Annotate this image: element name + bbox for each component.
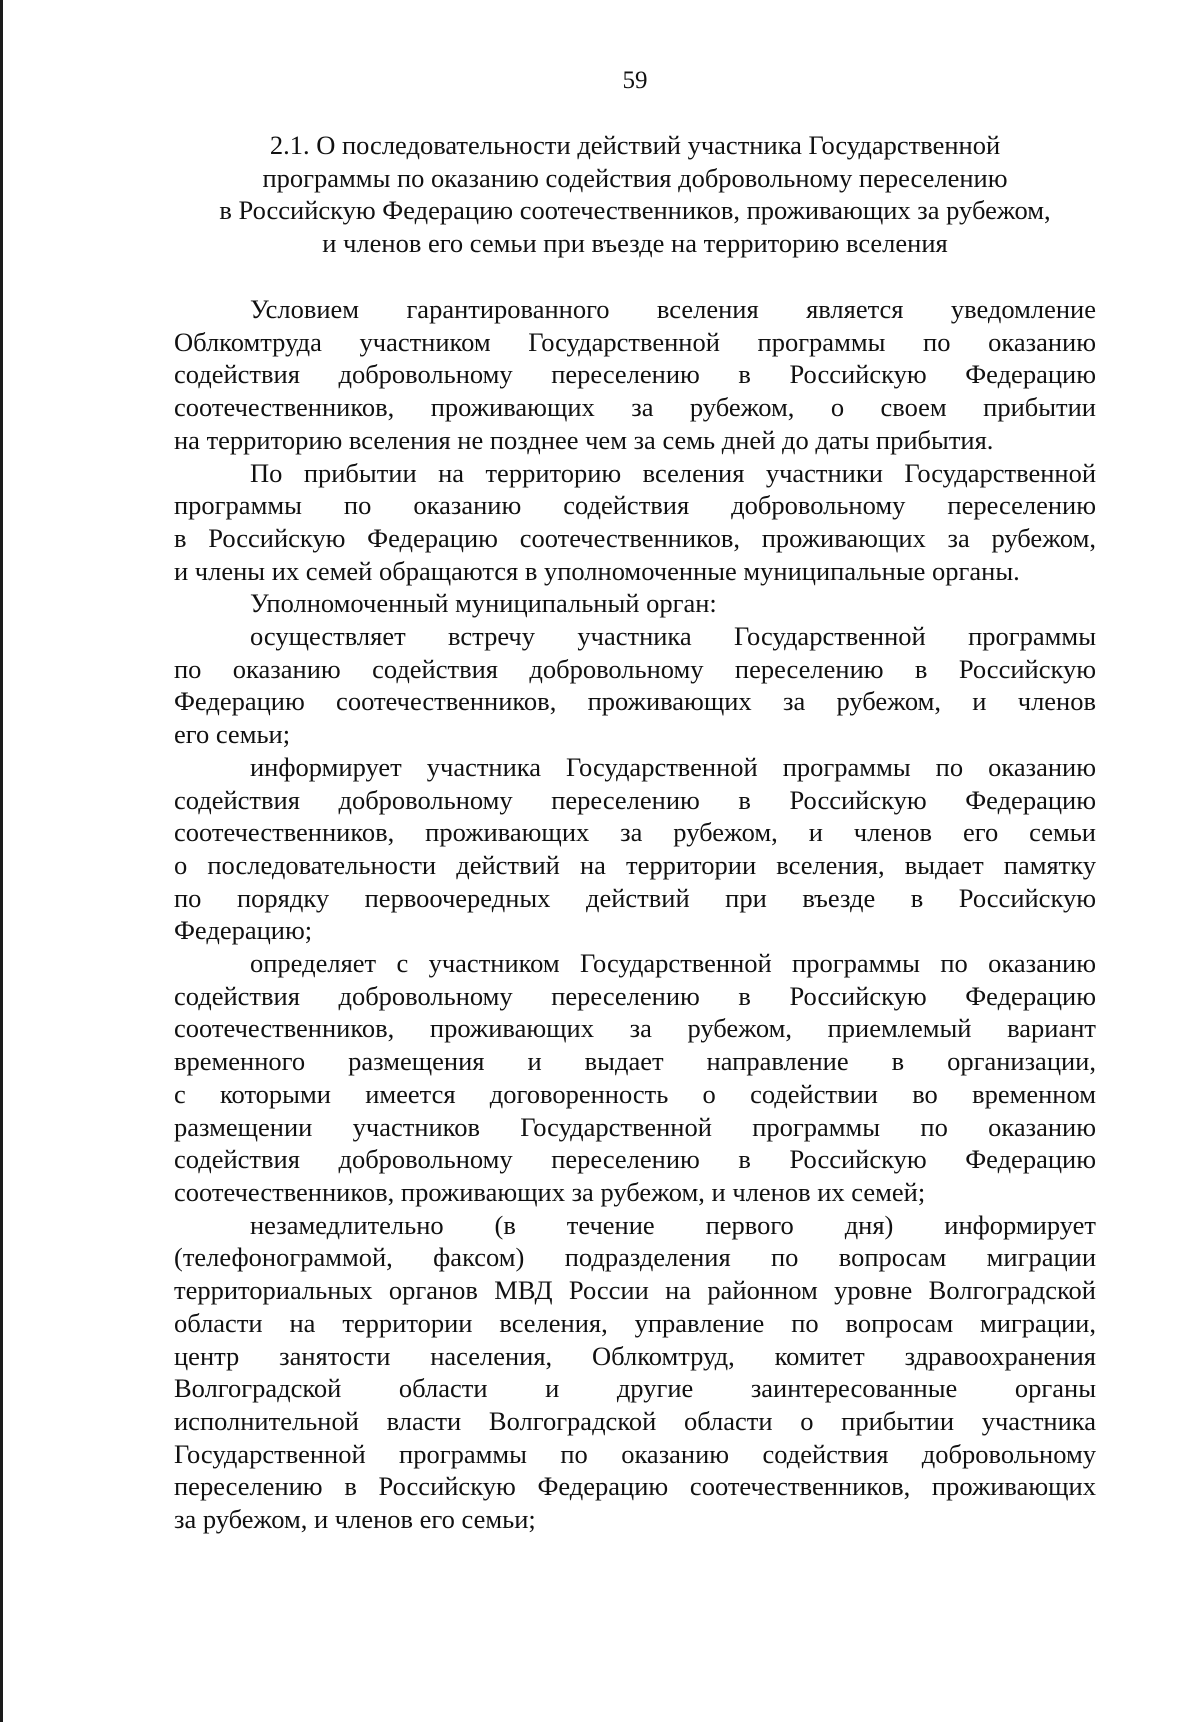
paragraph-notify-agencies: [174, 1209, 1096, 1536]
text-line: Волгоградской области и другие заинтересованные органы: [174, 1373, 1096, 1404]
text-line: соотечественников, проживающих за рубежом, и членов его семьи: [174, 817, 1096, 848]
text-line: определяет с участником Государственной программы по оказанию: [250, 948, 1096, 979]
heading-line: и членов его семьи при въезде на территорию вселения: [322, 227, 948, 258]
text-line: содействия добровольному переселению в Российскую Федерацию: [174, 784, 1096, 815]
text-line: территориальных органов МВД России на районном уровне Волгоградской: [174, 1275, 1096, 1306]
section-heading: [174, 129, 1096, 259]
text-line: содействия добровольному переселению в Российскую Федерацию: [174, 359, 1096, 390]
text-line: Федерацию;: [174, 915, 313, 946]
text-line: размещении участников Государственной программы по оказанию: [174, 1111, 1096, 1142]
text-line: содействия добровольному переселению в Российскую Федерацию: [174, 980, 1096, 1011]
paragraph-arrival: [174, 457, 1096, 588]
text-line: Государственной программы по оказанию содействия добровольному: [174, 1438, 1096, 1469]
text-line: о последовательности действий на территории вселения, выдает памятку: [174, 849, 1096, 880]
text-line: незамедлительно (в течение первого дня) информирует: [250, 1209, 1096, 1240]
body-text: [174, 293, 1096, 1536]
text-line: его семьи;: [174, 719, 291, 750]
text-line: области на территории вселения, управление по вопросам миграции,: [174, 1307, 1096, 1338]
text-line: центр занятости населения, Облкомтруд, комитет здравоохранения: [174, 1340, 1096, 1371]
text-line: соотечественников, проживающих за рубежом, о своем прибытии: [174, 392, 1096, 423]
text-line: Федерацию соотечественников, проживающих за рубежом, и членов: [174, 686, 1096, 717]
heading-line: 2.1. О последовательности действий участника Государственной: [269, 130, 1001, 160]
text-line: соотечественников, проживающих за рубежом, и членов их семей;: [174, 1176, 926, 1207]
text-line: соотечественников, проживающих за рубежом, приемлемый вариант: [174, 1013, 1096, 1044]
text-line: исполнительной власти Волгоградской области о прибытии участника: [174, 1405, 1096, 1436]
text-line: на территорию вселения не позднее чем за семь дней до даты прибытия.: [174, 424, 994, 455]
scan-edge-line: [0, 0, 3, 1722]
text-line: информирует участника Государственной программы по оказанию: [250, 751, 1096, 782]
text-line: Облкомтруда участником Государственной программы по оказанию: [174, 326, 1096, 357]
text-line: по оказанию содействия добровольному переселению в Российскую: [174, 653, 1096, 684]
text-line: в Российскую Федерацию соотечественников, проживающих за рубежом,: [174, 522, 1096, 553]
text-line: переселению в Российскую Федерацию соотечественников, проживающих: [174, 1471, 1096, 1502]
text-line: По прибытии на территорию вселения участники Государственной: [250, 457, 1096, 488]
text-line: содействия добровольному переселению в Российскую Федерацию: [174, 1144, 1096, 1175]
text-line: и члены их семей обращаются в уполномоченные муниципальные органы.: [174, 555, 1020, 586]
page-number: 59: [622, 67, 648, 94]
text-line: временного размещения и выдает направление в организации,: [174, 1046, 1096, 1077]
heading-line: программы по оказанию содействия добровольному переселению: [262, 162, 1008, 193]
paragraph-notification-condition: [174, 293, 1096, 457]
paragraph-meeting: [174, 620, 1096, 751]
heading-line: в Российскую Федерацию соотечественников, проживающих за рубежом,: [219, 195, 1051, 225]
text-line: Уполномоченный муниципальный орган:: [250, 588, 717, 619]
paragraph-accommodation: [174, 947, 1096, 1209]
text-line: осуществляет встречу участника Государственной программы: [250, 621, 1096, 652]
text-line: по порядку первоочередных действий при въезде в Российскую: [174, 882, 1096, 913]
text-line: Условием гарантированного вселения является уведомление: [250, 294, 1096, 324]
paragraph-informing: [174, 751, 1096, 947]
paragraph-authorized-body: [174, 587, 1096, 620]
text-line: за рубежом, и членов его семьи;: [174, 1504, 536, 1535]
text-line: программы по оказанию содействия добровольному переселению: [174, 490, 1096, 521]
text-line: (телефонограммой, факсом) подразделения по вопросам миграции: [174, 1242, 1096, 1273]
text-line: с которыми имеется договоренность о содействии во временном: [174, 1078, 1096, 1109]
